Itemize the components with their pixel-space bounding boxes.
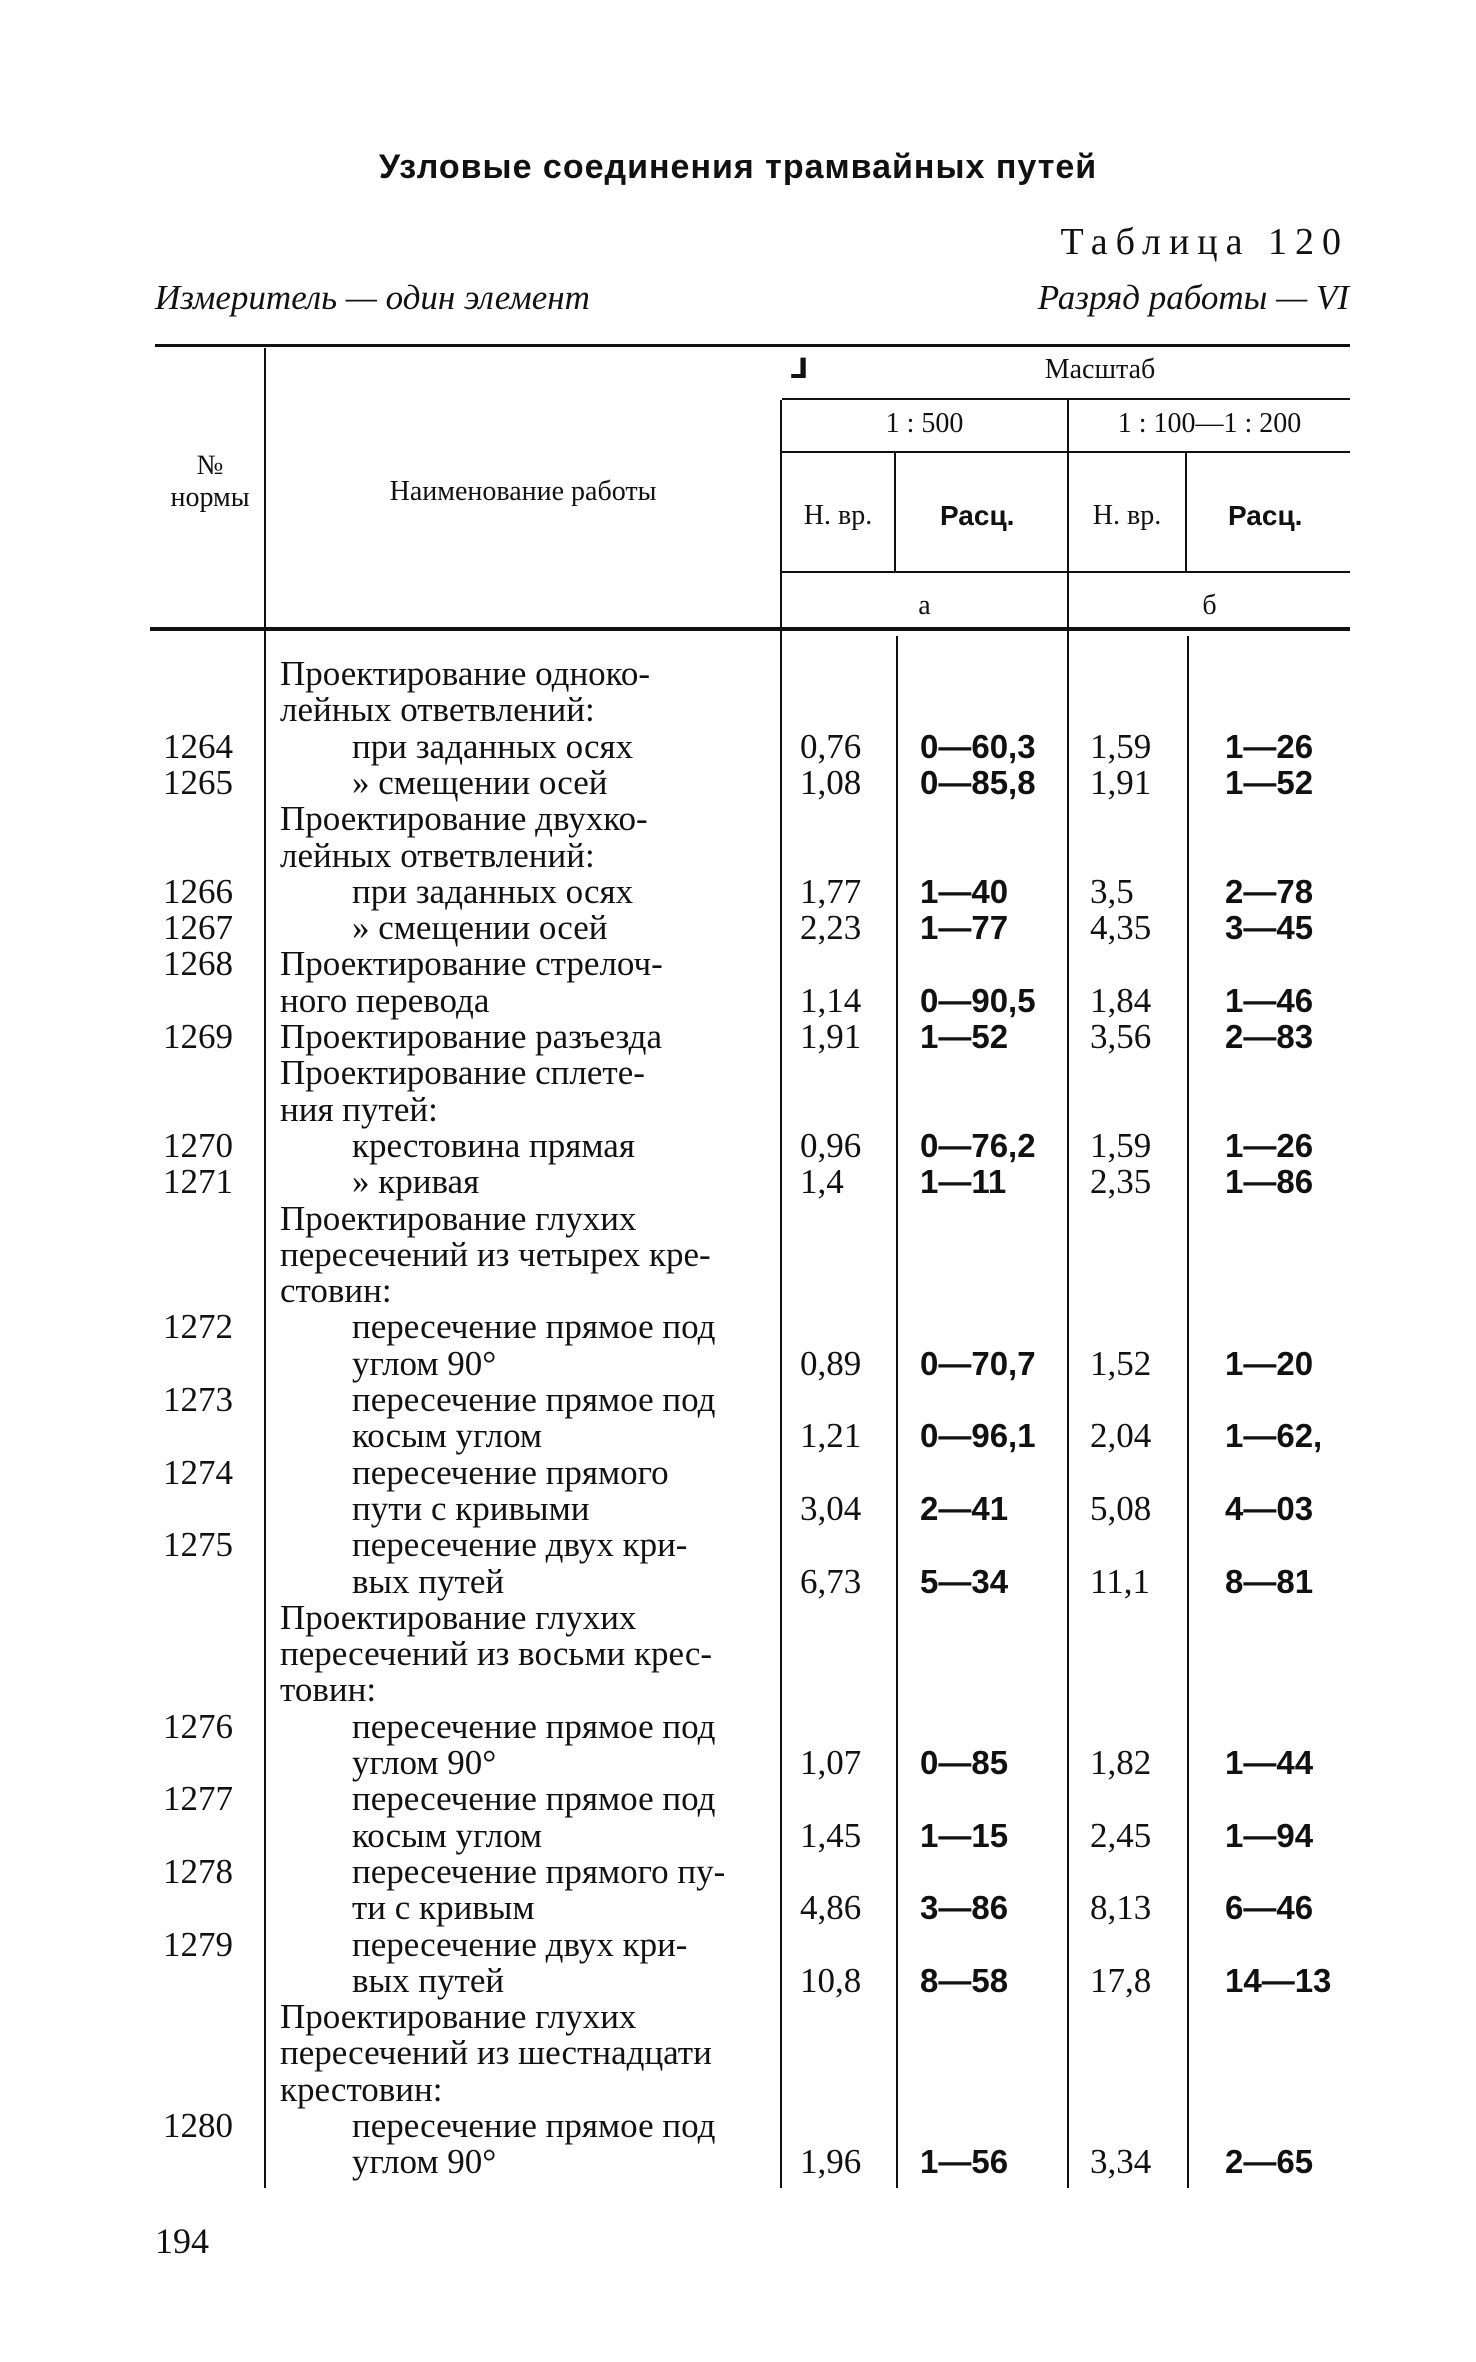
table-row [0,1198,1476,1238]
time-b: 5,08 [1090,1488,1152,1528]
table-row [0,1745,1476,1781]
table-row [0,1851,1476,1891]
norm-number: 1266 [163,871,233,911]
page-number: 194 [155,2221,209,2261]
table-row [0,656,1476,692]
table-row [0,762,1476,802]
rate-a: 0—96,1 [920,1417,1036,1455]
norm-number: 1265 [163,762,233,802]
norm-number: 1280 [163,2106,233,2145]
rate-a: 8—58 [920,1961,1009,1999]
rate-b: 8—81 [1225,1562,1314,1600]
col-no-line1: № [196,450,224,481]
rate-a-header: Расц. [940,500,1015,531]
col-letter-a: а [918,590,931,621]
work-name: » кривая [352,1162,480,1202]
table-row [0,1343,1476,1383]
rate-b: 4—03 [1225,1489,1314,1527]
time-b: 1,91 [1090,762,1152,802]
work-name: Проектирование глухих [280,1597,637,1637]
work-name: Проектирование сплете- [280,1053,645,1093]
time-b: 4,35 [1090,908,1152,948]
time-b: 3,56 [1090,1017,1152,1056]
table-row [0,1273,1476,1309]
work-name: лейных ответвлений: [280,835,595,875]
time-a: 4,86 [800,1888,862,1928]
rate-b: 1—52 [1225,763,1314,801]
norm-number: 1267 [163,908,233,948]
table-icon: ⅃ [790,354,808,385]
work-name: вых путей [352,1960,505,2000]
page-title: Узловые соединения трамвайных путей [378,148,1098,186]
table-row [0,1960,1476,2000]
rate-a: 0—90,5 [920,981,1036,1019]
time-a: 0,89 [800,1343,862,1383]
table-row [0,1527,1476,1563]
col-name-header: Наименование работы [389,476,657,507]
rate-a: 5—34 [920,1562,1009,1600]
measurement-unit: Измеритель — один элемент [155,278,590,317]
time-a: 1,45 [800,1815,862,1855]
scale-rule [782,398,1350,400]
time-a: 2,23 [800,908,862,948]
header-top-rule [155,344,1350,347]
table-row [0,1815,1476,1855]
time-b: 1,52 [1090,1343,1152,1383]
time-b: 3,34 [1090,2142,1152,2182]
table-row [0,910,1476,946]
table-row [0,1055,1476,1091]
table-row [0,2108,1476,2144]
work-name: крестовин: [280,2069,443,2109]
table-row [0,1089,1476,1129]
work-name: вых путей [352,1561,505,1601]
time-b: 1,84 [1090,980,1152,1020]
time-b: 1,59 [1090,1125,1152,1165]
time-b-header: Н. вр. [1092,500,1162,531]
work-name: Проектирование двухко- [280,799,648,839]
table-row [0,1597,1476,1637]
time-a: 1,08 [800,762,862,802]
time-a: 1,77 [800,871,862,911]
table-row [0,1561,1476,1601]
time-a: 1,96 [800,2142,862,2182]
time-a-header: Н. вр. [803,500,873,531]
table-row [0,1452,1476,1492]
norm-number: 1274 [163,1452,233,1492]
norm-number: 1279 [163,1924,233,1964]
time-a: 0,76 [800,726,862,766]
table-row [0,2069,1476,2109]
rate-a: 1—56 [920,2143,1009,2181]
rate-b: 1—86 [1225,1163,1314,1201]
rate-b: 1—44 [1225,1744,1314,1781]
col-no-line2: нормы [170,482,250,513]
table-row [0,1890,1476,1926]
rate-b: 6—46 [1225,1889,1314,1927]
work-name: пересечений из четырех кре- [280,1234,711,1274]
work-name: пересечение прямое под [352,1380,716,1419]
time-b: 1,82 [1090,1743,1152,1782]
subscale-rule [782,451,1350,453]
table-row [0,980,1476,1020]
norm-number: 1270 [163,1125,233,1165]
work-name: пересечений из шестнадцати [280,2033,712,2073]
time-b: 2,45 [1090,1815,1152,1855]
work-name: углом 90° [352,1343,497,1383]
work-name: Проектирование стрелоч- [280,944,663,984]
work-name: крестовина прямая [352,1125,635,1165]
work-name: Проектирование глухих [280,1198,637,1238]
rate-b: 1—94 [1225,1816,1314,1854]
table-row [0,1418,1476,1454]
time-a: 1,14 [800,980,862,1020]
table-row [0,1781,1476,1817]
time-a: 1,4 [800,1162,844,1202]
work-name: товин: [280,1670,377,1710]
norm-number: 1278 [163,1851,233,1891]
rate-b-header: Расц. [1228,500,1303,531]
rate-a: 0—76,2 [920,1126,1036,1164]
work-name: пути с кривыми [352,1488,590,1528]
table-row [0,946,1476,982]
time-b: 17,8 [1090,1960,1152,2000]
work-name: » смещении осей [352,762,608,802]
norm-number: 1268 [163,944,233,984]
table-row [0,692,1476,728]
col-rule-5 [1185,453,1187,573]
work-name: углом 90° [352,2142,497,2182]
norm-number: 1271 [163,1162,233,1202]
time-a: 3,04 [800,1488,862,1528]
work-name: пересечение прямое под [352,1779,716,1819]
time-b: 2,35 [1090,1162,1152,1202]
table-row [0,2035,1476,2071]
table-row [0,726,1476,766]
rate-a: 1—77 [920,909,1009,947]
table-row [0,1636,1476,1672]
table-number: Таблица 120 [1060,221,1349,263]
norm-number: 1275 [163,1525,233,1565]
work-name: Проектирование одноко- [280,654,651,693]
table-row [0,1672,1476,1708]
rate-a: 1—15 [920,1816,1009,1854]
rate-a: 3—86 [920,1889,1009,1927]
table-row [0,801,1476,837]
work-name: при заданных осях [352,871,634,911]
time-a: 10,8 [800,1960,862,2000]
work-name: пересечение прямого [352,1452,669,1492]
work-name: пересечение двух кри- [352,1924,688,1964]
rate-b: 2—65 [1225,2143,1314,2181]
time-b: 8,13 [1090,1888,1152,1928]
table-row [0,1924,1476,1964]
work-name: ния путей: [280,1089,438,1129]
work-grade: Разряд работы — VI [1037,278,1349,317]
work-name: » смещении осей [352,908,608,948]
time-b: 1,59 [1090,726,1152,766]
table-row [0,1488,1476,1528]
work-name: Проектирование глухих [280,1997,637,2037]
time-a: 6,73 [800,1561,862,1601]
table-row [0,835,1476,875]
table-row [0,2144,1476,2180]
table-row [0,1999,1476,2035]
norm-number: 1277 [163,1779,233,1819]
table-row [0,1309,1476,1345]
table-row [0,1382,1476,1418]
scale-header: Масштаб [1044,354,1156,385]
work-name: лейных ответвлений: [280,690,595,730]
rate-b: 1—46 [1225,981,1314,1019]
work-name: при заданных осях [352,726,634,766]
table-row [0,1234,1476,1274]
rate-a: 1—40 [920,872,1009,910]
work-name: Проектирование разъезда [280,1017,663,1056]
letter-rule [782,571,1350,573]
rate-a: 0—60,3 [920,727,1036,765]
time-b: 11,1 [1090,1561,1150,1601]
work-name: косым углом [352,1815,543,1855]
rate-a: 2—41 [920,1489,1009,1527]
work-name: ного перевода [280,980,490,1020]
table-row [0,871,1476,911]
table-row [0,1164,1476,1200]
rate-b: 1—62, [1225,1417,1323,1455]
table-row [0,1706,1476,1746]
rate-a: 0—85 [920,1744,1009,1781]
work-name: пересечение прямое под [352,1706,716,1746]
rate-b: 2—78 [1225,872,1314,910]
work-name: пересечение прямое под [352,1307,716,1347]
norm-number: 1272 [163,1307,233,1347]
scale-b: 1 : 100—1 : 200 [1117,408,1302,439]
scale-a: 1 : 500 [885,408,964,439]
work-name: пересечение прямого пу- [352,1851,726,1891]
time-a: 0,96 [800,1125,862,1165]
rate-b: 2—83 [1225,1018,1314,1055]
header-bottom-rule [150,627,1350,631]
rate-b: 1—20 [1225,1344,1314,1382]
norm-number: 1273 [163,1380,233,1419]
rate-b: 3—45 [1225,909,1314,947]
work-name: пересечений из восьми крес- [280,1634,713,1674]
rate-b: 1—26 [1225,1126,1314,1164]
time-a: 1,21 [800,1416,862,1456]
norm-number: 1269 [163,1017,233,1056]
time-a: 1,07 [800,1743,862,1782]
work-name: пересечение прямое под [352,2106,716,2145]
work-name: косым углом [352,1416,543,1456]
col-rule-3 [894,453,896,573]
work-name: углом 90° [352,1743,497,1782]
norm-number: 1276 [163,1706,233,1746]
rate-a: 1—52 [920,1018,1009,1055]
work-name: пересечение двух кри- [352,1525,688,1565]
rate-a: 0—85,8 [920,763,1036,801]
rate-a: 1—11 [920,1163,1007,1201]
time-b: 3,5 [1090,871,1134,911]
time-b: 2,04 [1090,1416,1152,1456]
norm-number: 1264 [163,726,233,766]
table-row [0,1125,1476,1165]
work-name: стовин: [280,1271,392,1311]
work-name: ти с кривым [352,1888,535,1928]
col-letter-b: б [1202,590,1217,621]
rate-b: 1—26 [1225,727,1314,765]
table-row [0,1019,1476,1055]
rate-a: 0—70,7 [920,1344,1036,1382]
time-a: 1,91 [800,1017,862,1056]
rate-b: 14—13 [1225,1961,1332,1999]
